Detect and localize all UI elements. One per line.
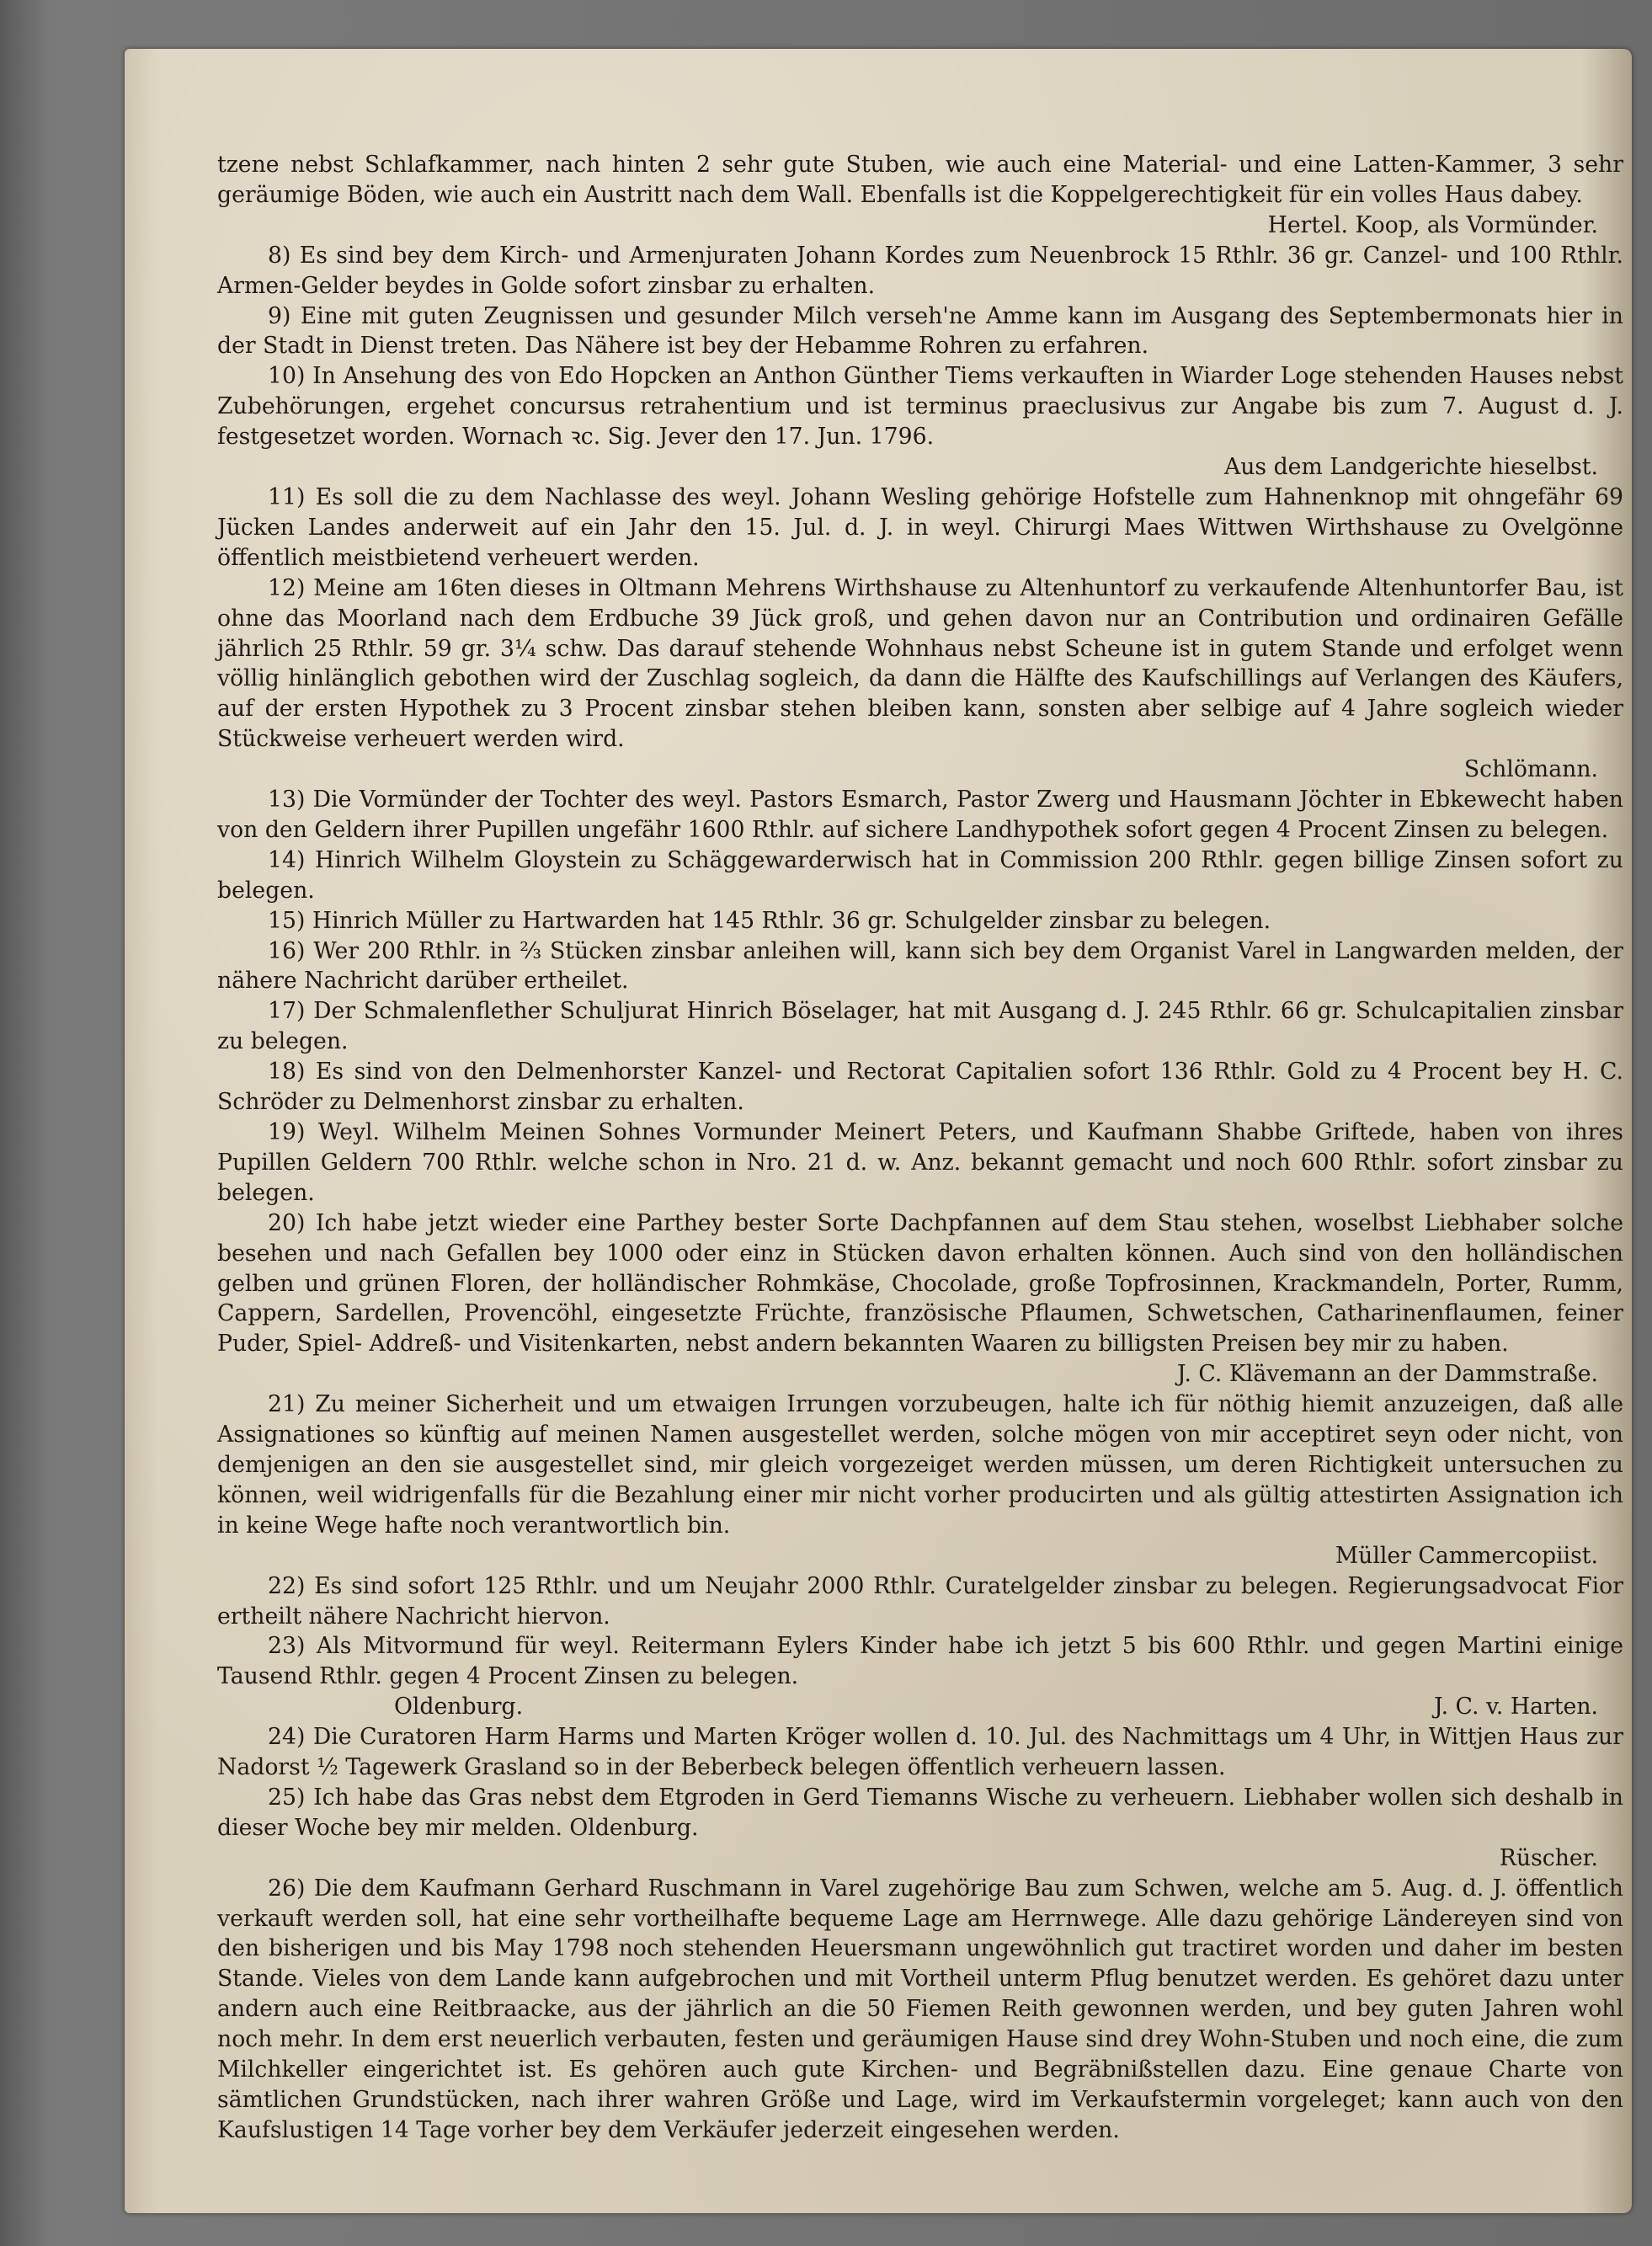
announcement-24: 24) Die Curatoren Harm Harms und Marten Kröger wollen d. 10. Jul. des Nachmittags um 4 Uhr, in Wittjen Haus zur Nadorst ½ Tagewerk Grasland so in der Beberbeck belegen öffentlich verheuern lassen. [217, 1724, 1623, 1781]
signature-21: Müller Cammercopiist. [1335, 1542, 1598, 1569]
signature-7: Hertel. Koop, als Vormünder. [1267, 211, 1598, 238]
announcement-20: 20) Ich habe jetzt wieder eine Parthey bester Sorte Dachpfannen auf dem Stau stehen, woselbst Liebhaber solche besehen und nach Gefallen bey 1000 oder einz in Stücken davon erhalten können. Auch sind von den holländischen gelben und grünen Floren, der holländischer Rohmkäse, Chocolade, große Topfrosinnen, Krackmandeln, Porter, Rumm, Cappern, Sardellen, Provencöhl, eingesetzte Früchte, französische Pflaumen, Schwetschen, Catharinenflaumen, feiner Puder, Spiel- Addreß- und Visitenkarten, nebst andern bekannten Waaren zu billigsten Preisen bey mir zu haben. [217, 1209, 1623, 1358]
announcement-17: 17) Der Schmalenflether Schuljurat Hinrich Böselager, hat mit Ausgang d. J. 245 Rthlr. 66 gr. Schulcapitalien zinsbar zu belegen. [217, 998, 1623, 1055]
newspaper-page [125, 49, 1632, 2213]
announcement-11: 11) Es soll die zu dem Nachlasse des weyl. Johann Wesling gehörige Hofstelle zum Hahnenknop mit ohngefähr 69 Jücken Landes anderweit auf ein Jahr den 15. Jul. d. J. in weyl. Chirurgi Maes Wittwen Wirthshause zu Ovelgönne öffentlich meistbietend verheuert werden. [217, 483, 1623, 571]
announcement-column [217, 150, 1623, 2146]
announcement-12: 12) Meine am 16ten dieses in Oltmann Mehrens Wirthshause zu Altenhuntorf zu verkaufende Altenhuntorfer Bau, ist ohne das Moorland nach dem Erdbuche 39 Jück groß, und gehen davon nur an Contribution und ordinairen Gefälle jährlich 25 Rthlr. 59 gr. 3¼ schw. Das darauf stehende Wohnhaus nebst Scheune ist in gutem Stande und erfolget wenn völlig hinlänglich gebothen wird der Zuschlag sogleich, da dann die Hälfte des Kaufschillings auf Verlangen des Käufers, auf der ersten Hypothek zu 3 Procent zinsbar stehen bleiben kann, sonsten aber selbige auf 4 Jahre sogleich wieder Stückweise verheuert werden wird. [217, 574, 1623, 753]
announcement-21: 21) Zu meiner Sicherheit und um etwaigen Irrungen vorzubeugen, halte ich für nöthig hiemit anzuzeigen, daß alle Assignationes so künftig auf meinen Namen ausgestellet werden, solche mögen von mir acceptiret seyn oder nicht, von demjenigen an den sie ausgestellet sind, mir gleich vorgezeiget werden müssen, um deren Richtigkeit untersuchen zu können, weil widrigenfalls für die Bezahlung einer mir nicht vorher producirten und als gültig attestirten Assignation ich in keine Wege hafte noch verantwortlich bin. [217, 1391, 1623, 1539]
announcement-22: 22) Es sind sofort 125 Rthlr. und um Neujahr 2000 Rthlr. Curatelgelder zinsbar zu belegen. Regierungsadvocat Fior ertheilt nähere Nachricht hiervon. [217, 1572, 1623, 1630]
place-23: Oldenburg. [394, 1694, 524, 1721]
announcement-25: 25) Ich habe das Gras nebst dem Etgroden in Gerd Tiemanns Wische zu verheuern. Liebhaber wollen sich deshalb in dieser Woche bey mir melden. Oldenburg. [217, 1784, 1623, 1841]
announcement-19: 19) Weyl. Wilhelm Meinen Sohnes Vormunder Meinert Peters, und Kaufmann Shabbe Griftede, haben von ihres Pupillen Geldern 700 Rthlr. welche schon in Nro. 21 d. w. Anz. bekannt gemacht und noch 600 Rthlr. sofort zinsbar zu belegen. [217, 1119, 1623, 1206]
announcement-16: 16) Wer 200 Rthlr. in ⅔ Stücken zinsbar anleihen will, kann sich bey dem Organist Varel in Langwarden melden, der nähere Nachricht darüber ertheilet. [217, 937, 1623, 995]
announcement-26: 26) Die dem Kaufmann Gerhard Ruschmann in Varel zugehörige Bau zum Schwen, welche am 5. Aug. d. J. öffentlich verkauft werden soll, hat eine sehr vortheilhafte bequeme Lage am Herrnwege. Alle dazu gehörige Ländereyen sind von den bisherigen und bis May 1798 noch stehenden Heuersmann ungewöhnlich gut tractiret worden und daher im besten Stande. Vieles von dem Lande kann aufgebrochen und mit Vortheil unterm Pflug benutzet werden. Es gehöret dazu unter andern auch eine Reitbraacke, aus der jährlich an die 50 Fiemen Reith gewonnen werden, und bey guten Jahren wohl noch mehr. In dem erst neuerlich verbauten, festen und geräumigen Hause sind drey Wohn-Stuben und noch eine, die zum Milchkeller eingerichtet ist. Es gehören auch gute Kirchen- und Begräbnißstellen dazu. Eine genaue Charte von sämtlichen Grundstücken, nach ihrer wahren Größe und Lage, wird im Verkaufstermin vorgeleget; kann auch von den Kaufslustigen 14 Tage vorher bey dem Verkäufer jederzeit eingesehen werden. [217, 1875, 1623, 2143]
announcement-15: 15) Hinrich Müller zu Hartwarden hat 145 Rthlr. 36 gr. Schulgelder zinsbar zu belegen. [268, 907, 1271, 934]
announcement-9: 9) Eine mit guten Zeugnissen und gesunder Milch verseh'ne Amme kann im Ausgang des Septembermonats hier in der Stadt in Dienst treten. Das Nähere ist bey der Hebamme Rohren zu erfahren. [217, 302, 1623, 360]
announcement-13: 13) Die Vormünder der Tochter des weyl. Pastors Esmarch, Pastor Zwerg und Hausmann Jöchter in Ebkewecht haben von den Geldern ihrer Pupillen ungefähr 1600 Rthlr. auf sichere Landhypothek sofort gegen 4 Procent Zinsen zu belegen. [217, 787, 1623, 843]
announcement-7-tail: tzene nebst Schlafkammer, nach hinten 2 sehr gute Stuben, wie auch eine Material- und eine Latten-Kammer, 3 sehr geräumige Böden, wie auch ein Austritt nach dem Wall. Ebenfalls ist die Koppelgerechtigkeit für ein volles Haus dabey. [217, 152, 1623, 208]
announcement-18: 18) Es sind von den Delmenhorster Kanzel- und Rectorat Capitalien sofort 136 Rthlr. Gold zu 4 Procent bey H. C. Schröder zu Delmenhorst zinsbar zu erhalten. [217, 1059, 1623, 1116]
signature-23: J. C. v. Harten. [1433, 1694, 1598, 1721]
signature-10: Aus dem Landgerichte hieselbst. [1223, 454, 1598, 481]
signature-row-23 [217, 1692, 1623, 1722]
signature-20: J. C. Klävemann an der Dammstraße. [1176, 1361, 1598, 1388]
announcement-23: 23) Als Mitvormund für weyl. Reitermann Eylers Kinder habe ich jetzt 5 bis 600 Rthlr. und gegen Martini einige Tausend Rthlr. gegen 4 Procent Zinsen zu belegen. [217, 1633, 1623, 1690]
announcement-14: 14) Hinrich Wilhelm Gloystein zu Schäggewarderwisch hat in Commission 200 Rthlr. gegen billige Zinsen sofort zu belegen. [217, 846, 1623, 904]
signature-12: Schlömann. [1463, 756, 1598, 783]
signature-25: Rüscher. [1499, 1844, 1598, 1871]
announcement-8: 8) Es sind bey dem Kirch- und Armenjuraten Johann Kordes zum Neuenbrock 15 Rthlr. 36 gr. Canzel- und 100 Rthlr. Armen-Gelder beydes in Golde sofort zinsbar zu erhalten. [217, 242, 1623, 299]
announcement-10: 10) In Ansehung des von Edo Hopcken an Anthon Günther Tiems verkauften in Wiarder Loge stehenden Hauses nebst Zubehörungen, ergehet concursus retrahentium und ist terminus praeclusivus zur Angabe bis zum 7. August d. J. festgesetzet worden. Wornach ꝛc. Sig. Jever den 17. Jun. 1796. [217, 363, 1623, 451]
